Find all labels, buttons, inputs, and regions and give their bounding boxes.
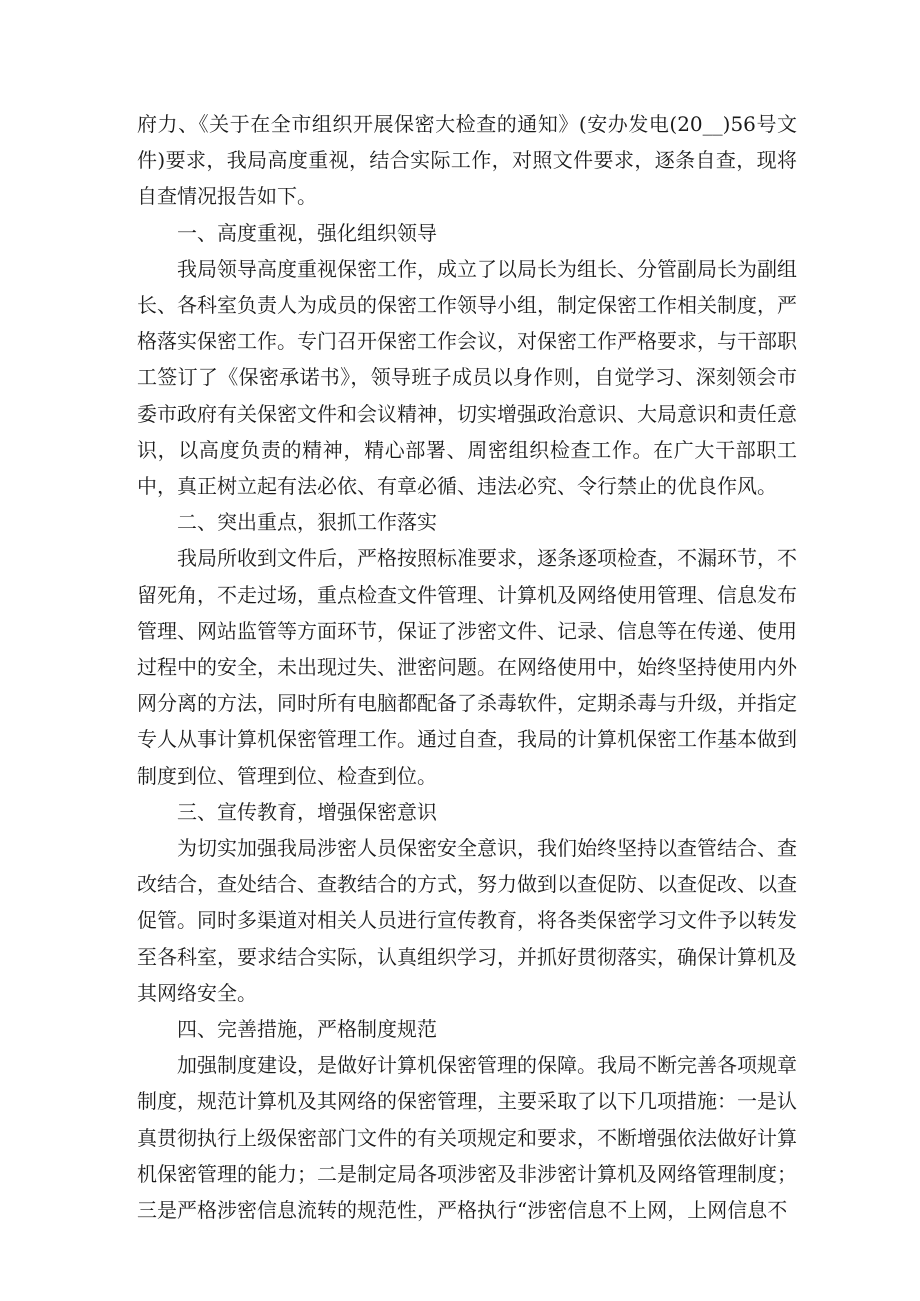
- section-heading-3: 三、宣传教育，增强保密意识: [177, 799, 437, 824]
- paragraph-intro-continuation: 府力、《关于在全市组织开展保密大检查的通知》(安办发电(20__)56号文件)要求，我局高度重视，结合实际工作，对照文件要求，逐条自查，现将自查情况报告如下。: [137, 112, 797, 209]
- paragraph-section-3: 为切实加强我局涉密人员保密安全意识，我们始终坚持以查管结合、查改结合，查处结合、查教结合的方式，努力做到以查促防、以查促改、以查促管。同时多渠道对相关人员进行宣传教育，将各类保密学习文件予以转发至各科室，要求结合实际，认真组织学习，并抓好贯彻落实，确保计算机及其网络安全。: [137, 836, 797, 1005]
- paragraph-section-1: 我局领导高度重视保密工作，成立了以局长为组长、分管副局长为副组长、各科室负责人为成员的保密工作领导小组，制定保密工作相关制度，严格落实保密工作。专门召开保密工作会议，对保密工作严格要求，与干部职工签订了《保密承诺书》，领导班子成员以身作则，自觉学习、深刻领会市委市政府有关保密文件和会议精神，切实增强政治意识、大局意识和责任意识，以高度负责的精神，精心部署、周密组织检查工作。在广大干部职工中，真正树立起有法必依、有章必循、违法必究、令行禁止的优良作风。: [137, 256, 797, 499]
- paragraph-section-4: 加强制度建设，是做好计算机保密管理的保障。我局不断完善各项规章制度，规范计算机及其网络的保密管理，主要采取了以下几项措施：一是认真贯彻执行上级保密部门文件的有关项规定和要求，不断增强依法做好计算机保密管理的能力；二是制定局各项涉密及非涉密计算机及网络管理制度；三是严格涉密信息流转的规范性，严格执行“涉密信息不上网，上网信息不: [137, 1053, 797, 1223]
- paragraph-section-2: 我局所收到文件后，严格按照标准要求，逐条逐项检查，不漏环节，不留死角，不走过场，重点检查文件管理、计算机及网络使用管理、信息发布管理、网站监管等方面环节，保证了涉密文件、记录、信息等在传递、使用过程中的安全，未出现过失、泄密问题。在网络使用中，始终坚持使用内外网分离的方法，同时所有电脑都配备了杀毒软件，定期杀毒与升级，并指定专人从事计算机保密管理工作。通过自查，我局的计算机保密工作基本做到制度到位、管理到位、检查到位。: [137, 546, 797, 788]
- document-body: [137, 106, 797, 1228]
- section-heading-1: 一、高度重视，强化组织领导: [177, 220, 437, 245]
- section-heading-4: 四、完善措施，严格制度规范: [177, 1017, 437, 1042]
- section-heading-2: 二、突出重点，狠抓工作落实: [177, 510, 437, 535]
